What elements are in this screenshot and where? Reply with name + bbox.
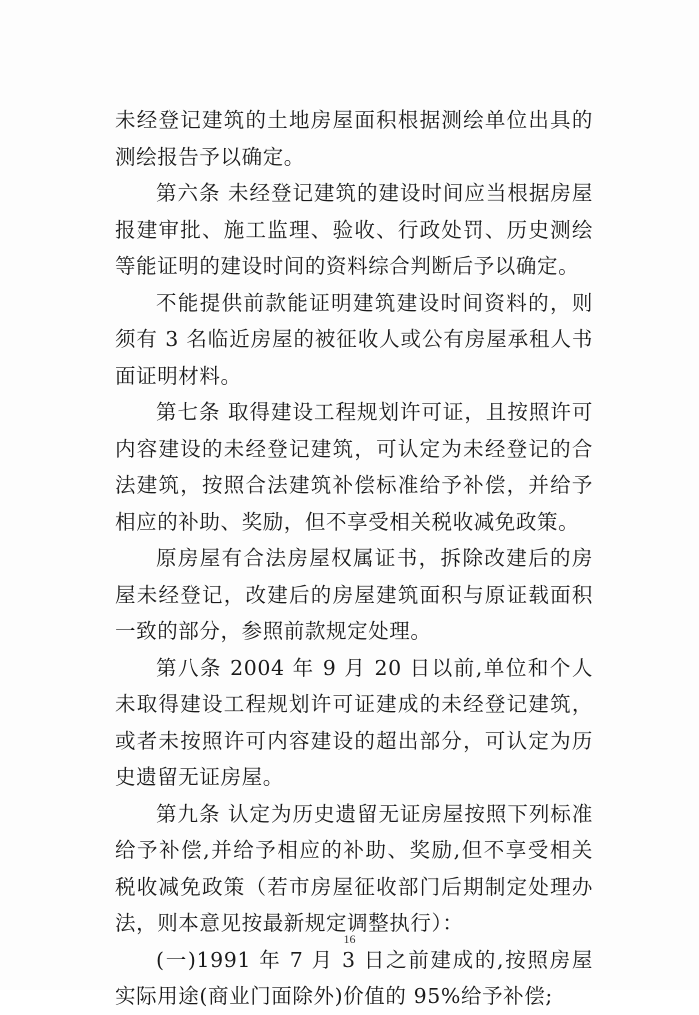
- paragraph-article-9-item-1: (一)1991 年 7 月 3 日之前建成的,按照房屋实际用途(商业门面除外)价值的 95%给予补偿;: [115, 947, 593, 1008]
- paragraph-article-6: 第六条 未经登记建筑的建设时间应当根据房屋报建审批、施工监理、验收、行政处罚、历史测绘等能证明的建设时间的资料综合判断后予以确定。: [115, 181, 593, 278]
- paragraph-article-9: 第九条 认定为历史遗留无证房屋按照下列标准给予补偿,并给予相应的补助、奖励,但不享受相关税收减免政策（若市房屋征收部门后期制定处理办法，则本意见按最新规定调整执行）：: [115, 801, 593, 935]
- paragraph-survey-report: 未经登记建筑的土地房屋面积根据测绘单位出具的测绘报告予以确定。: [115, 108, 593, 169]
- paragraph-article-7: 第七条 取得建设工程规划许可证，且按照许可内容建设的未经登记建筑，可认定为未经登记的合法建筑，按照合法建筑补偿标准给予补偿，并给予相应的补助、奖励，但不享受相关税收减免政策。: [115, 400, 593, 534]
- paragraph-article-7-rebuild: 原房屋有合法房屋权属证书，拆除改建后的房屋未经登记，改建后的房屋建筑面积与原证载面积一致的部分，参照前款规定处理。: [115, 546, 593, 643]
- paragraph-article-8: 第八条 2004 年 9 月 20 日以前,单位和个人未取得建设工程规划许可证建成的未经登记建筑，或者未按照许可内容建设的超出部分，可认定为历史遗留无证房屋。: [115, 655, 593, 789]
- paragraph-article-6-proof: 不能提供前款能证明建筑建设时间资料的，则须有 3 名临近房屋的被征收人或公有房屋承租人书面证明材料。: [115, 290, 593, 388]
- document-body: [115, 102, 593, 1015]
- page-number: 16: [343, 932, 356, 946]
